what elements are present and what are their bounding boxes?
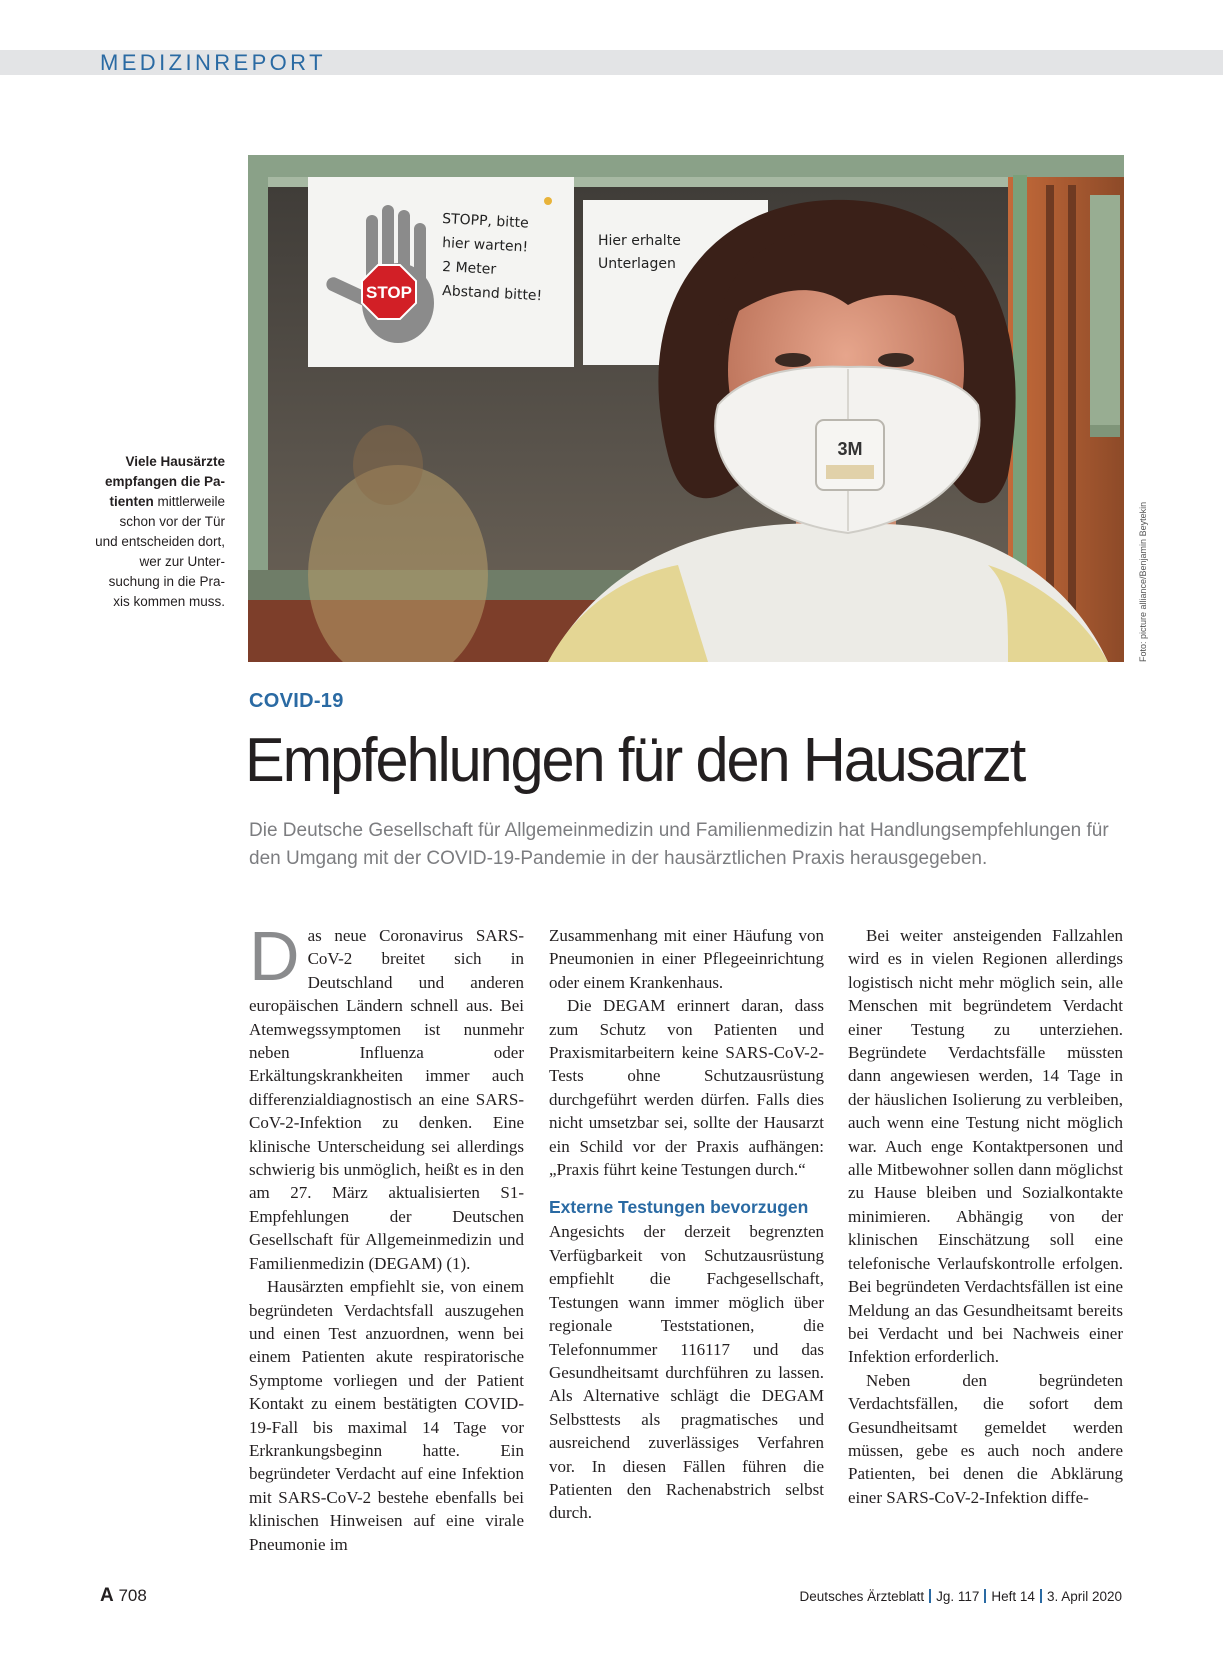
article-column-1 bbox=[249, 917, 524, 1556]
sign1-line3: 2 Meter bbox=[441, 259, 497, 278]
caption-bold: Viele Hausärzte empfangen die Pa-tienten bbox=[104, 454, 225, 509]
stop-sign-text: STOP bbox=[366, 283, 412, 302]
article-column-2 bbox=[549, 924, 824, 1525]
article-lead: Die Deutsche Gesellschaft für Allgemeinmedizin und Familienmedizin hat Handlungsempfehlungen für den Umgang mit der COVID-19-Pandemie in der hausärztlichen Praxis herausgegeben. bbox=[249, 820, 1109, 869]
page-number-value: 708 bbox=[118, 1586, 147, 1605]
journal-date: 3. April 2020 bbox=[1046, 1589, 1122, 1604]
footer-divider bbox=[1040, 1589, 1042, 1603]
article-kicker: COVID-19 bbox=[249, 690, 344, 712]
journal-issue: Heft 14 bbox=[991, 1589, 1035, 1604]
sign1-line4: Abstand bitte! bbox=[441, 283, 543, 305]
page-number bbox=[100, 1585, 147, 1607]
paragraph-text: as neue Coronavirus SARS-CoV-2 breitet sich in Deutschland und anderen europäischen Ländern schnell aus. Bei Atemwegssymptomen ist nunmehr neben Influenza oder Erkältungskrankheiten immer auch differenzialdiagnostisch an eine SARS-CoV-2-Infektion zu denken. Eine klinische Unterscheidung sei allerdings schwierig bis unmöglich, heißt es in den am 27. März aktualisierten S1-Empfehlungen der Deutschen Gesellschaft für Allgemeinmedizin und Familienmedizin (DEGAM) (1). bbox=[249, 926, 524, 1273]
article-photo bbox=[248, 155, 1124, 662]
paragraph: Neben den begründeten Verdachtsfällen, die sofort dem Gesundheitsamt gemeldet werden müssen, gebe es auch noch andere Patienten, bei denen die Abklärung einer SARS-CoV-2-Infektion diffe- bbox=[848, 1370, 1123, 1507]
photo-caption bbox=[95, 452, 225, 612]
journal-name: Deutsches Ärzteblatt bbox=[799, 1589, 925, 1604]
sign2-line1: Hier erhalte bbox=[598, 233, 681, 249]
page-prefix: A bbox=[100, 1585, 114, 1606]
footer-divider bbox=[929, 1589, 931, 1603]
paragraph: Zusammenhang mit einer Häufung von Pneumonien in einer Pflegeeinrichtung oder einem Krankenhaus. bbox=[549, 926, 824, 992]
paragraph: Bei weiter ansteigenden Fallzahlen wird es in vielen Regionen allerdings logistisch nicht mehr möglich sein, alle Menschen mit begründetem Verdacht einer Testung zu unterziehen. Begründete Verdachtsfälle müssten dann angewiesen werden, 14 Tage in der häuslichen Isolierung zu verbleiben, auch wenn eine Testung nicht möglich war. Auch enge Kontaktpersonen und alle Mitbewohner sollen dann möglichst zu Hause bleiben und Sozialkontakte minimieren. Abhängig von der klinischen Einschätzung soll eine telefonische Verlaufskontrolle erfolgen. Bei begründeten Verdachtsfällen ist eine Meldung an das Gesundheitsamt bereits bei Verdacht und bei Nachweis einer Infektion erforderlich. bbox=[848, 926, 1123, 1367]
paragraph bbox=[249, 917, 524, 1275]
section-label: MEDIZINREPORT bbox=[100, 50, 326, 75]
paragraph: Die DEGAM erinnert daran, dass zum Schutz von Patienten und Praxismitarbeitern keine SARS-CoV-2-Tests ohne Schutzausrüstung durchgeführt werden dürfen. Falls dies nicht umsetzbar sei, sollte der Hausarzt ein Schild vor der Praxis aufhängen: „Praxis führt keine Testungen durch.“ bbox=[549, 996, 824, 1180]
article-subhead: Externe Testungen bevorzugen bbox=[549, 1197, 809, 1218]
paragraph: Angesichts der derzeit begrenzten Verfügbarkeit von Schutzausrüstung empfiehlt die Fachgesellschaft, Testungen wann immer möglich über regionale Teststationen, die Telefonnummer 116117 und das Gesundheitsamt durchführen zu lassen. Als Alternative schlägt die DEGAM Selbsttests als pragmatisches und ausreichend zuverlässiges Verfahren vor. In diesen Fällen führen die Patienten den Rachenabstrich selbst durch. bbox=[549, 1222, 824, 1523]
footer-divider bbox=[984, 1589, 986, 1603]
sign1-line2: hier warten! bbox=[441, 235, 529, 256]
journal-volume: Jg. 117 bbox=[936, 1589, 980, 1604]
sign1-line1: STOPP, bitte bbox=[441, 211, 530, 232]
article-headline: Empfehlungen für den Hausarzt bbox=[245, 726, 1025, 795]
photo-credit: Foto: picture alliance/Benjamin Beytekin bbox=[1138, 501, 1148, 662]
article-column-3 bbox=[848, 924, 1123, 1509]
paragraph: Hausärzten empfiehlt sie, von einem begründeten Verdachtsfall auszugehen und einen Test anzuordnen, wenn bei einem Patienten akute respiratorische Symptome vorliegen und der Patient Kontakt zu einem bestätigten COVID-19-Fall bis maximal 14 Tage vor Erkrankungsbeginn hatte. Ein begründeter Verdacht auf eine Infektion mit SARS-CoV-2 bestehe ebenfalls bei klinischen Hinweisen auf eine virale Pneumonie im bbox=[249, 1277, 524, 1554]
caption-text: mittlerweile schon vor der Tür und entscheiden dort, wer zur Unter-suchung in die Pra-xis kommen muss. bbox=[95, 494, 225, 609]
mask-brand: 3M bbox=[837, 439, 863, 459]
sign2-line2: Unterlagen bbox=[598, 256, 676, 272]
dropcap: D bbox=[249, 917, 300, 995]
journal-footer bbox=[800, 1589, 1122, 1604]
